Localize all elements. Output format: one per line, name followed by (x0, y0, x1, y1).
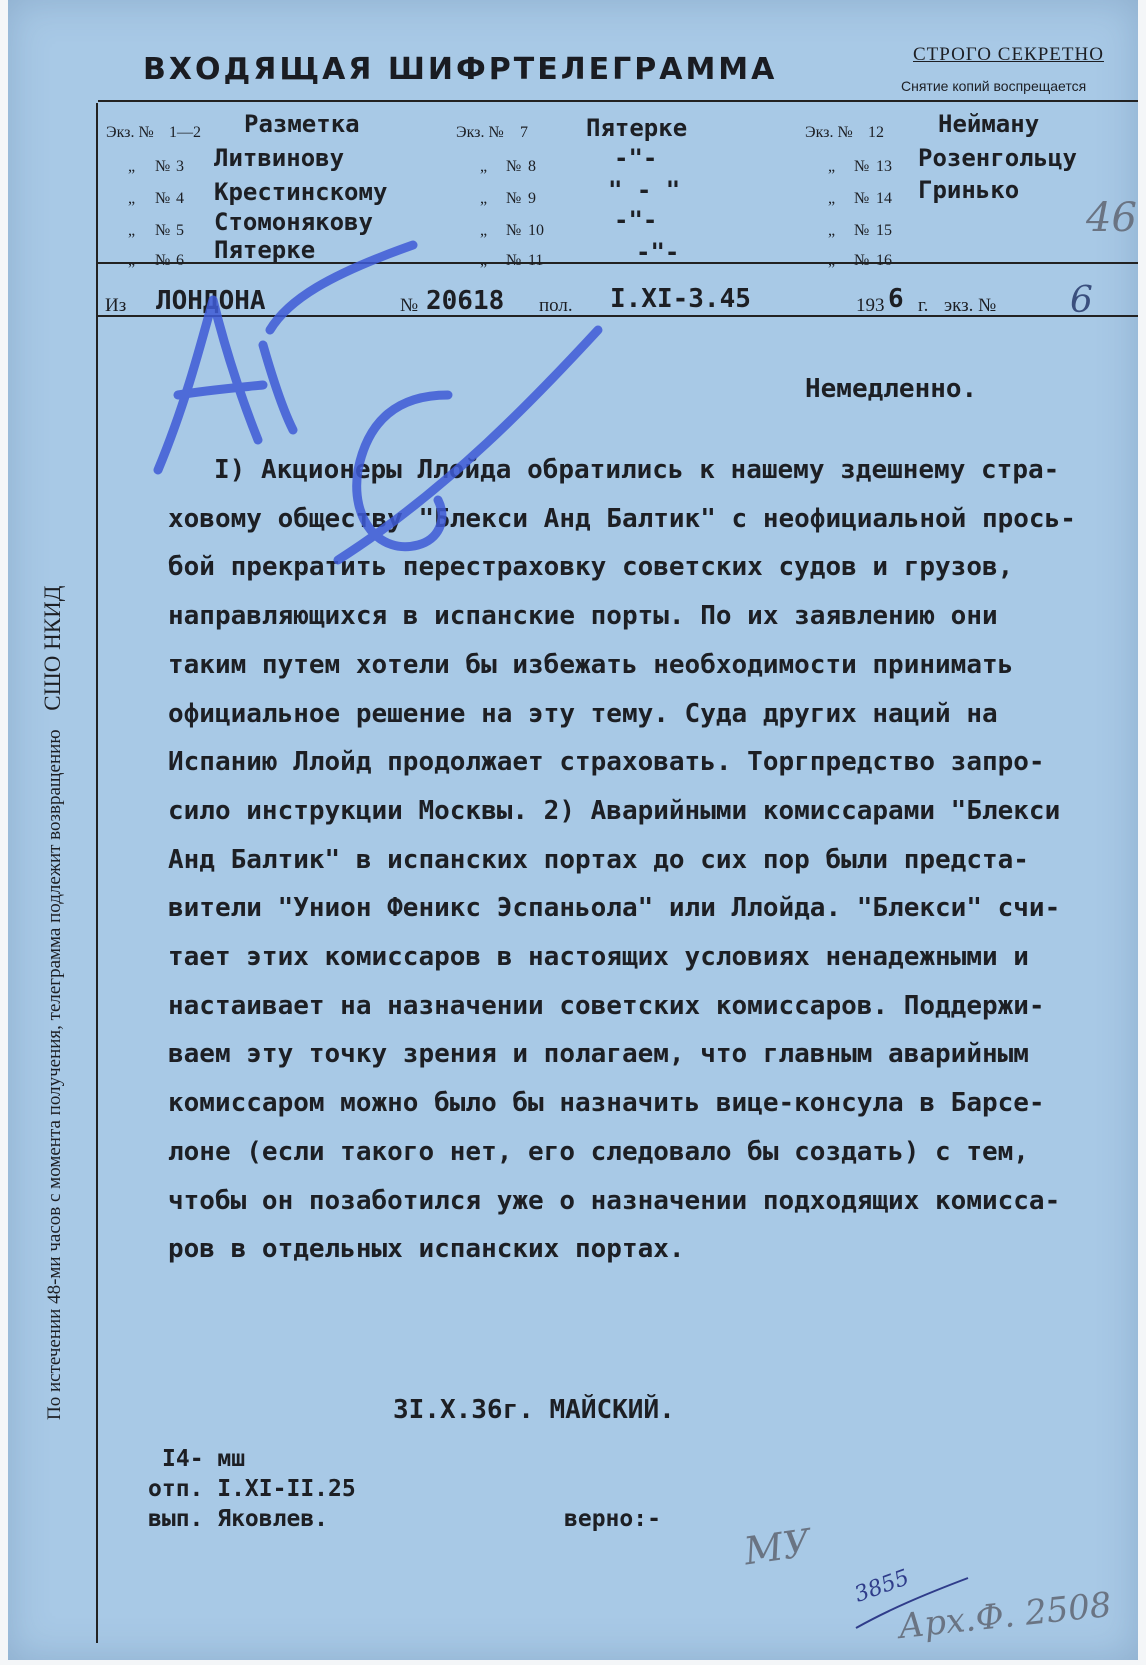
message-line: комиссаром можно было бы назначить вице-консула в Барсе- (168, 1088, 1045, 1119)
ditto-mark: „ (828, 222, 836, 239)
ekz-number: 14 (876, 190, 892, 207)
message-line: вители "Унион Феникс Эспаньола" или Ллойда. "Блекси" счи- (168, 893, 1061, 924)
telegram-sheet (8, 0, 1138, 1660)
footer-sent: отп. I.XI-II.25 (148, 1476, 356, 1502)
recipient-name: Крестинскому (214, 178, 388, 206)
ekz-number: 3 (176, 158, 184, 175)
recipient-name: Пятерке (586, 114, 688, 142)
ditto-mark: „ (128, 222, 136, 239)
no-copies-notice: Снятие копий воспрещается (901, 78, 1087, 94)
message-line: Испанию Ллойд продолжает страховать. Торгпредство запро- (168, 747, 1045, 778)
document-title: ВХОДЯЩАЯ ШИФРТЕЛЕГРАММА (143, 52, 778, 87)
no-label: № (155, 222, 171, 239)
ditto-entry: -"- (614, 144, 658, 172)
origin-city: ЛОНДОНА (156, 286, 266, 316)
archive-reference-handwritten: Арх.Ф. 2508 (896, 1584, 1114, 1648)
recipient-name: Стомонякову (214, 208, 373, 236)
ekz-number: 5 (176, 222, 184, 239)
ditto-entry: " - " (608, 176, 681, 204)
ditto-mark: „ (480, 252, 488, 269)
ekz-number: 10 (528, 222, 544, 239)
no-label: № (155, 158, 171, 175)
year-digit: 6 (888, 284, 904, 314)
number-label: № (400, 295, 419, 316)
ekz-label: Экз. № (805, 124, 853, 141)
archive-underline (856, 1578, 968, 1628)
no-label: № (854, 222, 870, 239)
footer-verified: верно:- (564, 1506, 661, 1532)
no-label: № (506, 252, 522, 269)
no-label: № (506, 222, 522, 239)
year-suffix: г. (918, 295, 929, 316)
ekz-number: 7 (520, 124, 528, 141)
crayon-overlay (8, 0, 1138, 1660)
recipient-name: Гринько (918, 176, 1020, 204)
ekz-number: 9 (528, 190, 536, 207)
message-line: направляющихся в испанские порты. По их заявлению они (168, 601, 998, 632)
priority-mark: Немедленно. (805, 374, 978, 404)
ekz-number: 11 (528, 252, 544, 269)
message-line: официальное решение на эту тему. Суда других наций на (168, 698, 998, 729)
archive-number-handwritten: 3855 (851, 1565, 913, 1608)
received-label: пол. (539, 295, 573, 316)
ditto-mark: „ (828, 252, 836, 269)
copy-label: экз. № (944, 295, 997, 316)
ditto-mark: „ (480, 222, 488, 239)
no-label: № (854, 252, 870, 269)
ekz-number: 13 (876, 158, 892, 175)
message-line: чтобы он позаботился уже о назначении подходящих комисса- (168, 1185, 1061, 1216)
message-line: бой прекратить перестраховку советских судов и грузов, (168, 552, 1014, 583)
crayon-stroke (270, 245, 413, 330)
from-label: Из (105, 295, 127, 316)
crayon-stroke (357, 395, 448, 547)
recipient-name: Нейману (938, 110, 1040, 138)
footer-code: I4- мш (162, 1446, 246, 1472)
crayon-stroke (338, 330, 598, 560)
no-label: № (506, 190, 522, 207)
crayon-stroke (263, 345, 293, 430)
secret-stamp: СТРОГО СЕКРЕТНО (913, 44, 1104, 65)
ditto-entry: -"- (636, 238, 680, 266)
ekz-number: 8 (528, 158, 536, 175)
recipient-name: Литвинову (214, 144, 345, 172)
message-line: сило инструкции Москвы. 2) Аварийными комиссарами "Блекси (168, 795, 1061, 826)
side-instruction-text: По истечении 48-ми часов с момента получения, телеграмма подлежит возвращению (44, 729, 65, 1420)
ekz-label: Экз. № (456, 124, 504, 141)
no-label: № (854, 190, 870, 207)
ditto-mark: „ (480, 190, 488, 207)
signature-line: 3I.X.36г. МАЙСКИЙ. (393, 1395, 675, 1425)
initials-handwritten: МУ (741, 1520, 814, 1574)
message-line: ров в отдельных испанских портах. (168, 1234, 685, 1265)
crayon-strokes (158, 245, 598, 560)
message-line: I) Акционеры Ллойда обратились к нашему здешнему стра- (214, 455, 1060, 485)
ekz-number: 12 (868, 124, 884, 141)
message-line: лоне (если такого нет, его следовало бы создать) с тем, (168, 1136, 1029, 1167)
message-line: ховому обществу "Блекси Анд Балтик" с неофициальной прось- (168, 503, 1076, 534)
ditto-mark: „ (480, 158, 488, 175)
recipient-name: Розенгольцу (918, 144, 1077, 172)
copy-number-handwritten: 6 (1070, 280, 1093, 321)
message-line: ваем эту точку зрения и полагаем, что главным аварийным (168, 1039, 1029, 1070)
ditto-mark: „ (128, 252, 136, 269)
telegram-number: 20618 (426, 286, 505, 316)
ekz-number: 4 (176, 190, 184, 207)
no-label: № (506, 158, 522, 175)
ekz-label: Экз. № (106, 124, 154, 141)
recipient-name: Разметка (244, 110, 360, 138)
message-line: настаивает на назначении советских комиссаров. Поддержи- (168, 990, 1045, 1021)
message-line: Анд Балтик" в испанских портах до сих пор были предста- (168, 844, 1029, 875)
ditto-mark: „ (828, 158, 836, 175)
ditto-mark: „ (828, 190, 836, 207)
no-label: № (854, 158, 870, 175)
ditto-entry: -"- (614, 206, 658, 234)
ditto-mark: „ (128, 190, 136, 207)
received-time: I.XI-3.45 (610, 284, 751, 314)
ditto-mark: „ (128, 158, 136, 175)
ekz-number: 1—2 (169, 124, 201, 141)
footer-executor: вып. Яковлев. (148, 1506, 329, 1532)
recipient-name: Пятерке (214, 236, 316, 264)
no-label: № (155, 190, 171, 207)
no-label: № (155, 252, 171, 269)
ekz-number: 6 (176, 252, 184, 269)
ekz-number: 16 (876, 252, 892, 269)
message-line: тает этих комиссаров в настоящих условиях ненадежными и (168, 942, 1029, 973)
ekz-number: 15 (876, 222, 892, 239)
corner-number-handwritten: 46 (1086, 195, 1137, 241)
message-line: таким путем хотели бы избежать необходимости принимать (168, 649, 1014, 680)
office-name: СШО НКИД (40, 585, 65, 711)
year-label: 193 (856, 295, 885, 316)
